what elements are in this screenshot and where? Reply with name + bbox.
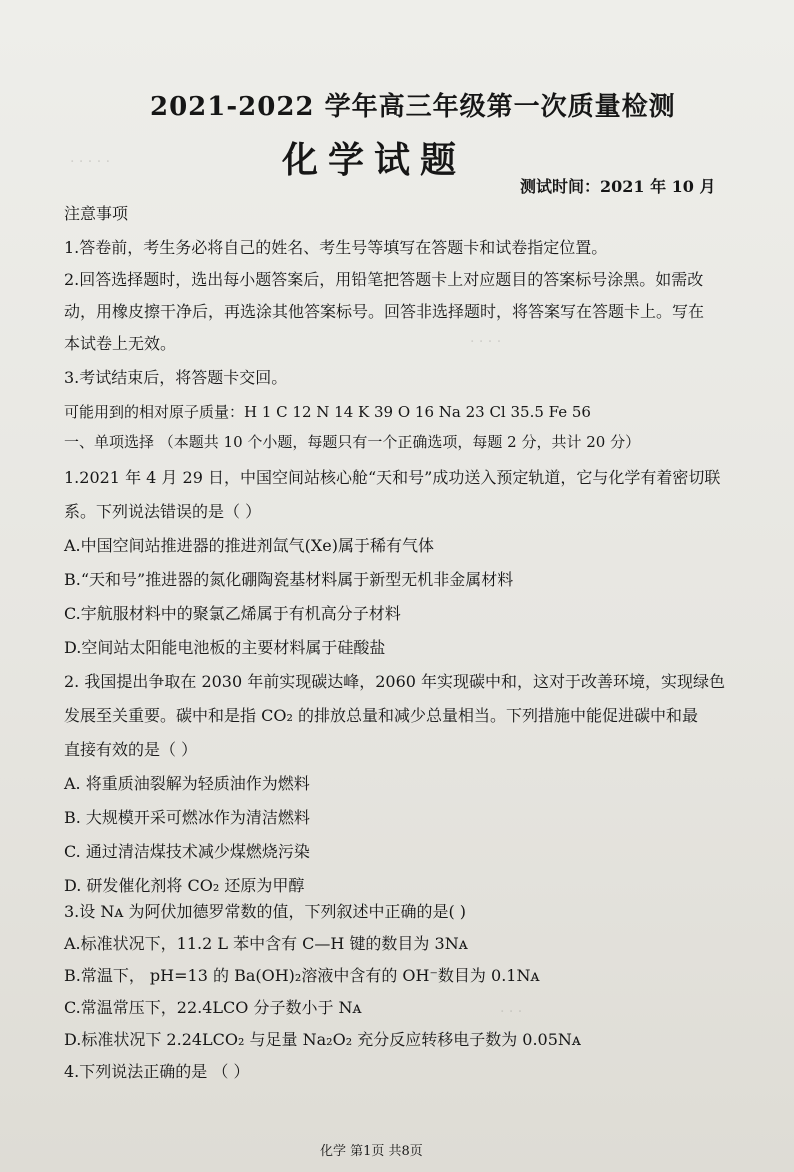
atomic-masses: 可能用到的相对原子质量：H 1 C 12 N 14 K 39 O 16 Na 23 Cl 35.5 Fe 56 [64, 403, 591, 421]
notice-heading: 注意事项 [64, 204, 129, 223]
bleed-through-text: . . . [500, 1000, 523, 1016]
test-time: 测试时间：2021 年 10 月 [520, 177, 716, 196]
question-1-option-c: C.宇航服材料中的聚氯乙烯属于有机高分子材料 [64, 604, 401, 623]
subject-title: 化学试题 [282, 139, 467, 181]
question-3-stem: 3.设 Nᴀ 为阿伏加德罗常数的值，下列叙述中正确的是( ) [64, 902, 467, 921]
question-1-option-a: A.中国空间站推进器的推进剂氙气(Xe)属于稀有气体 [64, 536, 434, 555]
question-4-stem: 4.下列说法正确的是 （ ） [64, 1062, 250, 1081]
bleed-through-text: . . . . [470, 330, 502, 346]
notice-item: 2.回答选择题时，选出每小题答案后，用铅笔把答题卡上对应题目的答案标号涂黑。如需改 [64, 270, 704, 289]
question-3-option-d: D.标准状况下 2.24LCO₂ 与足量 Na₂O₂ 充分反应转移电子数为 0.05Nᴀ [64, 1030, 581, 1049]
notice-item: 动，用橡皮擦干净后，再选涂其他答案标号。回答非选择题时，将答案写在答题卡上。写在 [64, 302, 705, 321]
notice-item: 3.考试结束后，将答题卡交回。 [64, 368, 288, 387]
question-2-stem: 2. 我国提出争取在 2030 年前实现碳达峰，2060 年实现碳中和，这对于改善环境，实现绿色 [64, 672, 726, 691]
question-1-option-d: D.空间站太阳能电池板的主要材料属于硅酸盐 [64, 638, 386, 657]
question-2-stem: 直接有效的是（ ） [64, 740, 198, 759]
question-2-option-b: B. 大规模开采可燃冰作为清洁燃料 [64, 808, 310, 827]
question-2-stem: 发展至关重要。碳中和是指 CO₂ 的排放总量和减少总量相当。下列措施中能促进碳中和最 [64, 706, 698, 725]
question-3-option-c: C.常温常压下，22.4LCO 分子数小于 Nᴀ [64, 998, 362, 1017]
notice-item: 1.答卷前，考生务必将自己的姓名、考生号等填写在答题卡和试卷指定位置。 [64, 238, 608, 257]
question-2-option-d: D. 研发催化剂将 CO₂ 还原为甲醇 [64, 876, 305, 895]
exam-title: 2021-2022 学年高三年级第一次质量检测 [150, 92, 676, 122]
question-2-option-a: A. 将重质油裂解为轻质油作为燃料 [64, 774, 310, 793]
question-3-option-a: A.标准状况下，11.2 L 苯中含有 C—H 键的数目为 3Nᴀ [64, 934, 468, 953]
page-footer: 化学 第1页 共8页 [320, 1144, 423, 1159]
question-1-stem: 1.2021 年 4 月 29 日，中国空间站核心舱“天和号”成功送入预定轨道，它与化学有着密切联 [64, 468, 721, 487]
question-1-option-b: B.“天和号”推进器的氮化硼陶瓷基材料属于新型无机非金属材料 [64, 570, 514, 589]
section-heading: 一、单项选择 （本题共 10 个小题，每题只有一个正确选项，每题 2 分，共计 20 分） [64, 433, 641, 451]
question-3-option-b: B.常温下， pH=13 的 Ba(OH)₂溶液中含有的 OH⁻数目为 0.1Nᴀ [64, 966, 540, 985]
bleed-through-text: . . . . . [70, 150, 111, 166]
question-1-stem: 系。下列说法错误的是（ ） [64, 502, 262, 521]
question-2-option-c: C. 通过清洁煤技术减少煤燃烧污染 [64, 842, 310, 861]
notice-item: 本试卷上无效。 [64, 334, 177, 353]
exam-content [64, 200, 726, 1082]
